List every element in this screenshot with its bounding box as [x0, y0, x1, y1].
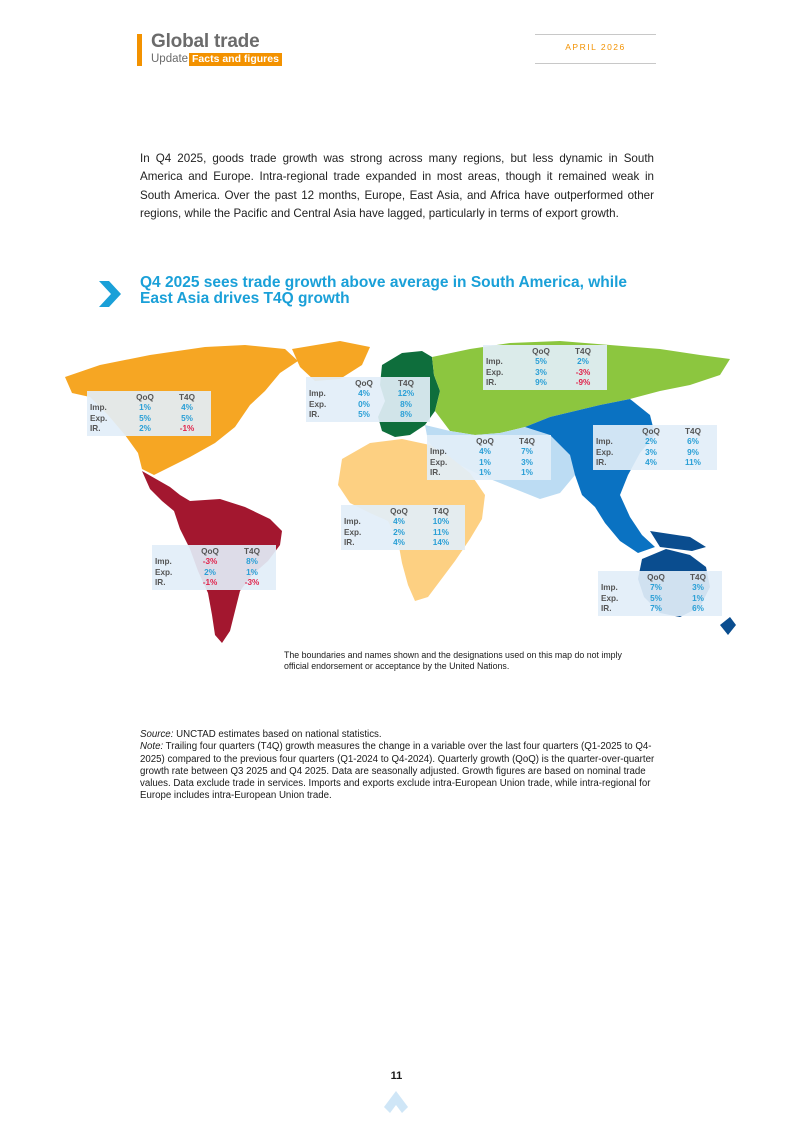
value-qoq: 1%: [479, 457, 491, 467]
row-label: Exp.: [90, 413, 108, 423]
row-label: Imp.: [596, 437, 613, 447]
figure-notes: [140, 729, 656, 803]
value-t4q: 12%: [397, 389, 415, 399]
value-t4q: 2%: [577, 357, 589, 367]
col-header-t4q: T4Q: [179, 393, 195, 402]
source-label: Source:: [140, 729, 174, 740]
value-t4q: 9%: [687, 447, 699, 457]
row-label: IR.: [601, 603, 612, 613]
col-header-t4q: T4Q: [685, 427, 701, 436]
col-header-qoq: QoQ: [532, 347, 550, 356]
data-box-pacific: [598, 571, 722, 616]
data-box-south-america: [152, 545, 276, 590]
value-t4q: 7%: [521, 447, 533, 457]
row-label: Imp.: [601, 583, 618, 593]
publication-badge: Facts and figures: [189, 53, 282, 66]
value-t4q: -3%: [244, 577, 260, 587]
note-line: [140, 741, 656, 802]
value-qoq: 2%: [393, 527, 405, 537]
header-divider-bottom: [535, 63, 656, 64]
row-label: Exp.: [601, 593, 619, 603]
col-header-qoq: QoQ: [201, 547, 219, 556]
data-box-europe: [306, 377, 430, 422]
row-label: Imp.: [309, 389, 326, 399]
value-t4q: 8%: [400, 399, 412, 409]
col-header-t4q: T4Q: [690, 573, 706, 582]
row-label: IR.: [90, 423, 101, 433]
note-text: Trailing four quarters (T4Q) growth measures the change in a variable over the last four quarters (Q1-2025 to Q4-2025) compared to the previous four quarters (Q1-2024 to Q4-2024). Quarterly growth (QoQ) is the quarter-over-quarter growth rate between Q3 2025 and Q4 2025. Data are seasonally adjusted. Growth figures are based on nominal trade values. Data exclude trade in services. Imports and exports exclude intra-European Union trade, while intra-regional for Europe includes intra-European Union trade.: [140, 741, 655, 802]
header-divider-top: [535, 34, 656, 35]
chevron-right-icon: [97, 279, 123, 309]
value-t4q: 11%: [433, 527, 449, 537]
publication-date: APRIL 2026: [565, 42, 626, 52]
row-label: Imp.: [486, 357, 503, 367]
value-t4q: 1%: [246, 567, 258, 577]
col-header-t4q: T4Q: [575, 347, 591, 356]
value-qoq: 7%: [650, 583, 662, 593]
row-label: IR.: [344, 537, 355, 547]
value-t4q: 1%: [692, 593, 704, 603]
col-header-t4q: T4Q: [398, 379, 414, 388]
note-label: Note:: [140, 741, 164, 753]
value-qoq: 3%: [645, 447, 657, 457]
value-qoq: 4%: [645, 457, 657, 467]
col-header-t4q: T4Q: [433, 507, 449, 516]
value-qoq: 3%: [535, 367, 547, 377]
intro-paragraph: In Q4 2025, goods trade growth was strong across many regions, but less dynamic in South America and Europe. Intra-regional trade expanded in most areas, though it remained weak in South America. Over the past 12 months, Europe, East Asia, and Africa have outperformed other regions, while the Pacific and Central Asia have lagged, particularly in terms of export growth.: [140, 152, 654, 221]
col-header-qoq: QoQ: [642, 427, 660, 436]
col-header-t4q: T4Q: [519, 437, 535, 446]
map-disclaimer: The boundaries and names shown and the designations used on this map do not imply official endorsement or acceptance by the United Nations.: [284, 650, 622, 671]
value-t4q: 4%: [181, 403, 193, 413]
col-header-t4q: T4Q: [244, 547, 260, 556]
row-label: IR.: [430, 467, 441, 477]
figure-title: Q4 2025 sees trade growth above average in South America, while East Asia drives T4Q growth: [140, 274, 628, 307]
col-header-qoq: QoQ: [136, 393, 154, 402]
row-label: Exp.: [486, 367, 504, 377]
value-t4q: 10%: [432, 517, 450, 527]
col-header-qoq: QoQ: [647, 573, 665, 582]
col-header-qoq: QoQ: [390, 507, 408, 516]
value-t4q: -9%: [575, 377, 591, 387]
row-label: IR.: [596, 457, 607, 467]
row-label: Exp.: [430, 457, 448, 467]
value-t4q: 5%: [181, 413, 193, 423]
value-qoq: 2%: [204, 567, 216, 577]
value-t4q: 1%: [521, 467, 533, 477]
col-header-qoq: QoQ: [355, 379, 373, 388]
value-qoq: 2%: [645, 437, 657, 447]
value-t4q: -3%: [575, 367, 591, 377]
value-qoq: 0%: [358, 399, 370, 409]
value-qoq: 1%: [479, 467, 491, 477]
source-text: UNCTAD estimates based on national statistics.: [173, 729, 382, 740]
value-qoq: 5%: [650, 593, 662, 603]
data-box-north-america: [87, 391, 211, 436]
data-box-west-asia: [427, 435, 551, 480]
row-label: IR.: [155, 577, 166, 587]
page-number: 11: [390, 1070, 403, 1082]
source-line: [140, 729, 656, 741]
col-header-qoq: QoQ: [476, 437, 494, 446]
value-t4q: 3%: [521, 457, 533, 467]
data-box-africa: [341, 505, 465, 550]
value-qoq: 1%: [139, 403, 151, 413]
data-box-central-asia: [483, 345, 607, 390]
row-label: Imp.: [155, 557, 172, 567]
row-label: Imp.: [90, 403, 107, 413]
row-label: Exp.: [596, 447, 614, 457]
row-label: Exp.: [309, 399, 327, 409]
value-t4q: 8%: [400, 409, 412, 419]
row-label: Imp.: [430, 447, 447, 457]
row-label: Imp.: [344, 517, 361, 527]
value-t4q: 3%: [692, 583, 704, 593]
row-label: IR.: [486, 377, 497, 387]
header-accent-bar: [137, 34, 142, 66]
data-box-east-asia: [593, 425, 717, 470]
value-t4q: 11%: [685, 457, 701, 467]
value-qoq: 4%: [479, 447, 491, 457]
value-qoq: 5%: [535, 357, 547, 367]
value-t4q: 6%: [687, 437, 699, 447]
value-qoq: 4%: [358, 389, 370, 399]
value-qoq: 4%: [393, 517, 405, 527]
value-qoq: 4%: [393, 537, 405, 547]
row-label: IR.: [309, 409, 320, 419]
value-qoq: 5%: [139, 413, 151, 423]
row-label: Exp.: [344, 527, 362, 537]
publication-title: Global trade: [151, 31, 260, 52]
value-qoq: 5%: [358, 409, 370, 419]
value-t4q: 8%: [246, 557, 258, 567]
value-t4q: 14%: [432, 537, 450, 547]
row-label: Exp.: [155, 567, 173, 577]
value-qoq: 9%: [535, 377, 547, 387]
publication-subtitle: Update: [151, 53, 189, 65]
scroll-to-top-icon[interactable]: [383, 1089, 409, 1115]
region-greenland: [292, 341, 370, 381]
value-qoq: 2%: [139, 423, 151, 433]
value-qoq: 7%: [650, 603, 662, 613]
value-t4q: 6%: [692, 603, 704, 613]
value-t4q: -1%: [179, 423, 195, 433]
value-qoq: -1%: [202, 577, 218, 587]
value-qoq: -3%: [202, 557, 218, 567]
